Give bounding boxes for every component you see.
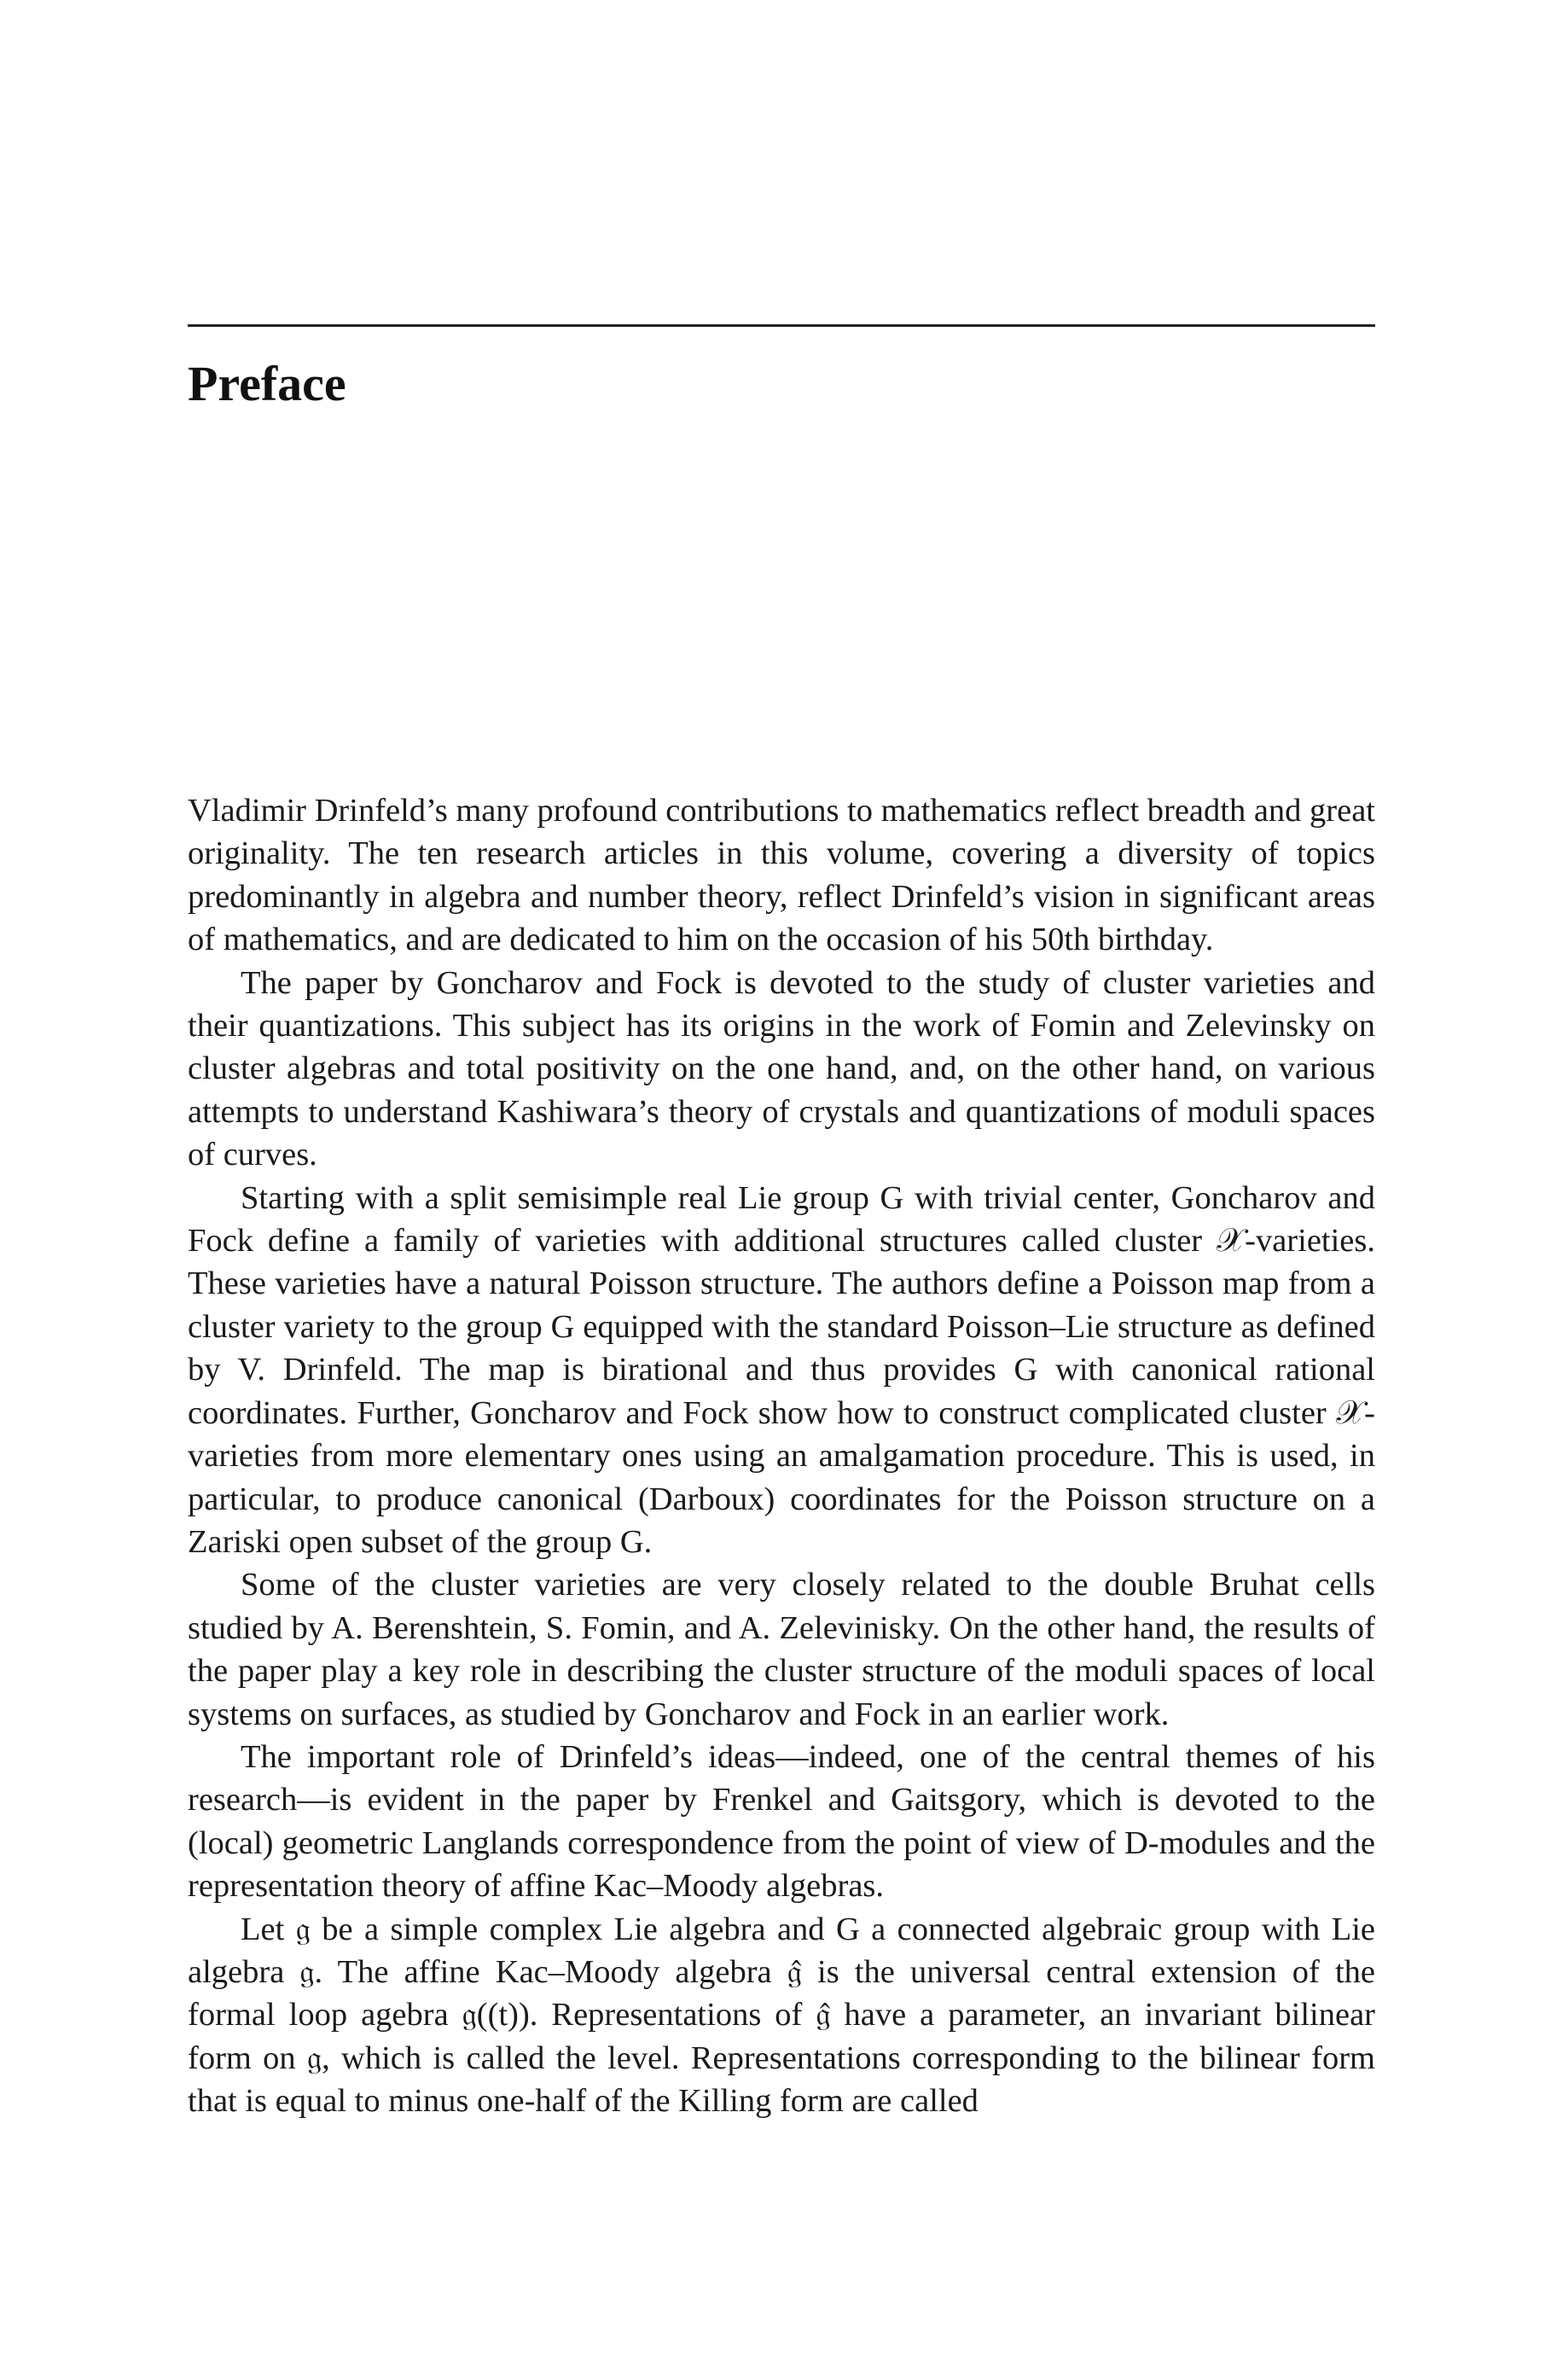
page-title: Preface <box>188 356 346 411</box>
paragraph-1: Vladimir Drinfeld’s many profound contributions to mathematics reflect breadth and great originality. The ten research articles in this volume, covering a diversity of topics predominantly in algebra and number theory, reflect Drinfeld’s vision in significant areas of mathematics, and are dedicated to him on the occasion of his 50th birthday. <box>188 793 1375 958</box>
paragraph-6: Let 𝔤 be a simple complex Lie algebra and G a connected algebraic group with Lie algebra 𝔤. The affine Kac–Moody algebra 𝔤̂ is the universal central extension of the formal loop agebra 𝔤((t)). Representations of 𝔤̂ have a parameter, an invariant bilinear form on 𝔤, which is called the level. Representations corresponding to the bilinear form that is equal to minus one-half of the Killing form are called <box>188 1911 1375 2120</box>
paragraph-3: Starting with a split semisimple real Lie group G with trivial center, Goncharov and Fock define a family of varieties with additional structures called cluster 𝒳-varieties. These varieties have a natural Poisson structure. The authors define a Poisson map from a cluster variety to the group G equipped with the standard Poisson–Lie structure as defined by V. Drinfeld. The map is birational and thus provides G with canonical rational coordinates. Further, Goncharov and Fock show how to construct complicated cluster 𝒳-varieties from more elementary ones using an amalgamation procedure. This is used, in particular, to produce canonical (Darboux) coordinates for the Poisson structure on a Zariski open subset of the group G. <box>188 1179 1375 1560</box>
body-text <box>188 789 1375 2123</box>
paragraph-5: The important role of Drinfeld’s ideas—indeed, one of the central themes of his research—is evident in the paper by Frenkel and Gaitsgory, which is devoted to the (local) geometric Langlands correspondence from the point of view of D-modules and the representation theory of affine Kac–Moody algebras. <box>188 1738 1375 1905</box>
paragraph-4: Some of the cluster varieties are very closely related to the double Bruhat cells studied by A. Berenshtein, S. Fomin, and A. Zelevinisky. On the other hand, the results of the paper play a key role in describing the cluster structure of the moduli spaces of local systems on surfaces, as studied by Goncharov and Fock in an earlier work. <box>188 1567 1375 1732</box>
title-rule <box>188 324 1375 327</box>
paragraph-2: The paper by Goncharov and Fock is devoted to the study of cluster varieties and their quantizations. This subject has its origins in the work of Fomin and Zelevinsky on cluster algebras and total positivity on the one hand, and, on the other hand, on various attempts to understand Kashiwara’s theory of crystals and quantizations of moduli spaces of curves. <box>188 964 1375 1173</box>
